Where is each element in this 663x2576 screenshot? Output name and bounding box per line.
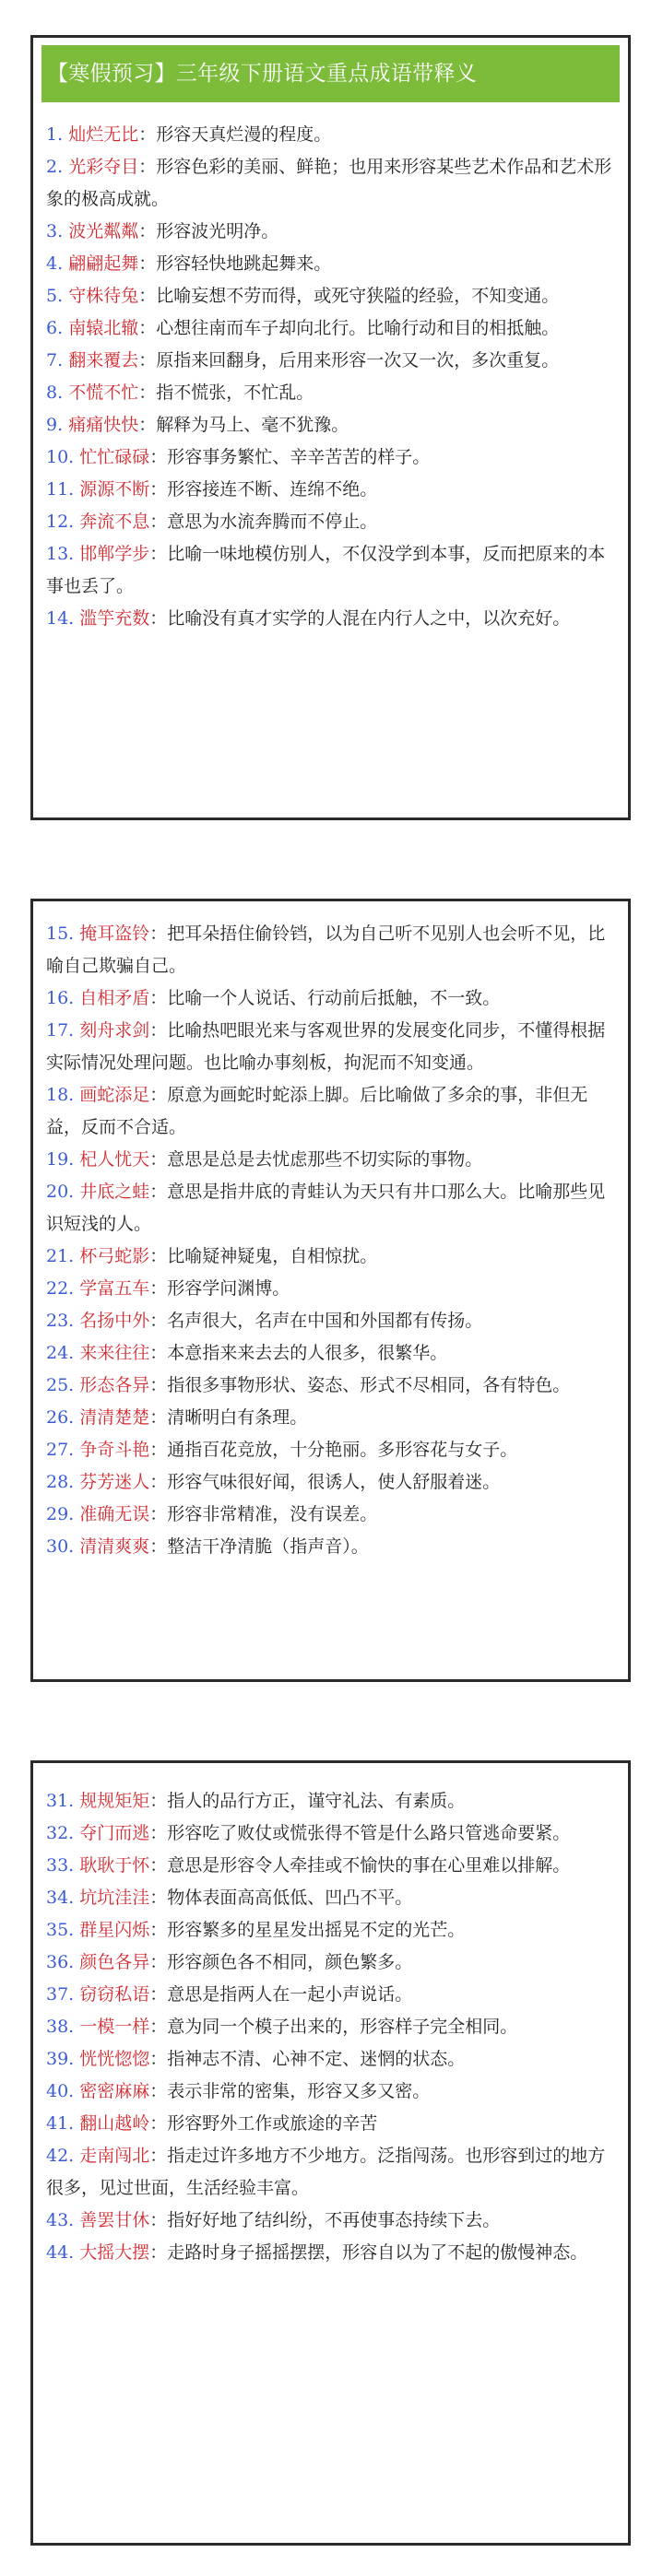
entry-number: 8. [46, 382, 64, 403]
idiom-definition: ：形容色彩的美丽、鲜艳；也用来形容某些艺术作品和艺术形象的极高成就。 [46, 157, 612, 209]
idiom-entry [46, 1914, 617, 1947]
idiom-entry [46, 248, 617, 280]
idiom-definition: ：指走过许多地方不少地方。泛指闯荡。也形容到过的地方很多，见过世面，生活经验丰富。 [46, 2146, 606, 2198]
idiom-term: 灿烂无比 [68, 124, 139, 145]
entry-number: 37. [46, 1984, 75, 2005]
idiom-entry [46, 1979, 617, 2011]
idiom-definition: ：走路时身子摇摇摆摆，形容自以为了不起的傲慢神态。 [149, 2242, 588, 2263]
idiom-term: 杯弓蛇影 [79, 1246, 150, 1266]
idiom-term: 颜色各异 [79, 1952, 150, 1972]
idiom-entry [46, 2140, 617, 2205]
entry-number: 41. [46, 2113, 75, 2134]
panel-3 [30, 1760, 631, 2546]
idiom-term: 不慌不忙 [68, 382, 139, 403]
idiom-definition: ：表示非常的密集，形容又多又密。 [149, 2081, 431, 2101]
idiom-term: 大摇大摆 [79, 2242, 150, 2263]
idiom-term: 一模一样 [79, 2017, 150, 2037]
idiom-entry [46, 1785, 617, 1817]
idiom-term: 来来往往 [79, 1343, 150, 1363]
idiom-entry [46, 441, 617, 474]
entry-number: 6. [46, 318, 64, 338]
entry-number: 42. [46, 2146, 75, 2166]
entry-number: 21. [46, 1246, 75, 1266]
idiom-entry [46, 1466, 617, 1499]
idiom-entry [46, 280, 617, 312]
idiom-entry [46, 1850, 617, 1882]
idiom-term: 翩翩起舞 [68, 253, 139, 274]
idiom-entry [46, 2076, 617, 2108]
idiom-entry [46, 982, 617, 1015]
idiom-definition: ：形容繁多的星星发出摇晃不定的光芒。 [149, 1920, 466, 1940]
idiom-definition: ：指很多事物形状、姿态、形式不尽相同，各有特色。 [149, 1375, 571, 1395]
idiom-term: 耿耿于怀 [79, 1855, 150, 1876]
entry-number: 4. [46, 253, 64, 274]
entry-number: 43. [46, 2210, 75, 2230]
idiom-entry [46, 1337, 617, 1370]
entry-number: 38. [46, 2017, 75, 2037]
entry-number: 10. [46, 447, 75, 467]
idiom-term: 滥竽充数 [79, 608, 150, 629]
idiom-term: 芬芳迷人 [79, 1472, 150, 1492]
idiom-term: 清清爽爽 [79, 1536, 150, 1557]
idiom-entry [46, 312, 617, 345]
idiom-entry [46, 119, 617, 151]
idiom-entry [46, 2043, 617, 2076]
idiom-term: 守株待兔 [68, 286, 139, 306]
idiom-definition: ：指人的品行方正，谨守礼法、有素质。 [149, 1791, 466, 1811]
idiom-definition: ：形容轻快地跳起舞来。 [138, 253, 332, 274]
entry-number: 1. [46, 124, 64, 145]
entry-number: 33. [46, 1855, 75, 1876]
idiom-list-3 [33, 1763, 628, 2269]
entry-number: 3. [46, 221, 64, 241]
entry-number: 22. [46, 1278, 75, 1299]
idiom-entry [46, 2237, 617, 2269]
idiom-definition: ：指神志不清、心神不定、迷惘的状态。 [149, 2049, 466, 2069]
idiom-entry [46, 1241, 617, 1273]
idiom-definition: ：比喻一味地模仿别人，不仅没学到本事，反而把原来的本事也丢了。 [46, 544, 606, 596]
idiom-entry [46, 1176, 617, 1241]
idiom-definition: ：比喻疑神疑鬼，自相惊扰。 [149, 1246, 378, 1266]
idiom-term: 善罢甘休 [79, 2210, 150, 2230]
idiom-definition: ：形容波光明净。 [138, 221, 279, 241]
idiom-entry [46, 506, 617, 538]
idiom-entry [46, 2108, 617, 2140]
entry-number: 36. [46, 1952, 75, 1972]
idiom-definition: ：把耳朵捂住偷铃铛，以为自己听不见别人也会听不见，比喻自己欺骗自己。 [46, 923, 606, 976]
idiom-entry [46, 1434, 617, 1466]
page-title: 【寒假预习】三年级下册语文重点成语带释义 [41, 45, 620, 102]
panel-1 [30, 35, 631, 820]
idiom-definition: ：比喻热吧眼光来与客观世界的发展变化同步，不懂得根据实际情况处理问题。也比喻办事刻板，拘泥而不知变通。 [46, 1020, 606, 1073]
idiom-term: 准确无误 [79, 1504, 150, 1524]
idiom-term: 恍恍惚惚 [79, 2049, 150, 2069]
idiom-definition: ：名声很大，名声在中国和外国都有传扬。 [149, 1311, 483, 1331]
idiom-list-1 [33, 102, 628, 635]
idiom-entry [46, 1079, 617, 1144]
entry-number: 12. [46, 512, 75, 532]
idiom-definition: ：比喻没有真才实学的人混在内行人之中，以次充好。 [149, 608, 571, 629]
entry-number: 18. [46, 1085, 75, 1105]
idiom-definition: ：原指来回翻身，后用来形容一次又一次，多次重复。 [138, 350, 560, 371]
idiom-definition: ：意思是总是去忧虑那些不切实际的事物。 [149, 1149, 483, 1170]
idiom-entry [46, 1144, 617, 1176]
entry-number: 44. [46, 2242, 75, 2263]
entry-number: 25. [46, 1375, 75, 1395]
entry-number: 28. [46, 1472, 75, 1492]
idiom-term: 形态各异 [79, 1375, 150, 1395]
idiom-definition: ：通指百花竞放，十分艳丽。多形容花与女子。 [149, 1440, 518, 1460]
idiom-definition: ：清晰明白有条理。 [149, 1407, 308, 1428]
idiom-definition: ：原意为画蛇时蛇添上脚。后比喻做了多余的事，非但无益，反而不合适。 [46, 1085, 588, 1137]
idiom-definition: ：形容颜色各不相同，颜色繁多。 [149, 1952, 413, 1972]
idiom-term: 掩耳盗铃 [79, 923, 150, 944]
idiom-term: 刻舟求剑 [79, 1020, 150, 1041]
idiom-entry [46, 1882, 617, 1914]
idiom-term: 邯郸学步 [79, 544, 150, 564]
entry-number: 35. [46, 1920, 75, 1940]
idiom-term: 南辕北辙 [68, 318, 139, 338]
idiom-term: 夺门而逃 [79, 1823, 150, 1843]
entry-number: 29. [46, 1504, 75, 1524]
idiom-term: 光彩夺目 [68, 157, 139, 177]
idiom-term: 争奇斗艳 [79, 1440, 150, 1460]
idiom-term: 走南闯北 [79, 2146, 150, 2166]
idiom-definition: ：意为同一个模子出来的，形容样子完全相同。 [149, 2017, 518, 2037]
entry-number: 19. [46, 1149, 75, 1170]
idiom-definition: ：物体表面高高低低、凹凸不平。 [149, 1888, 413, 1908]
idiom-term: 密密麻麻 [79, 2081, 150, 2101]
idiom-term: 窃窃私语 [79, 1984, 150, 2005]
idiom-entry [46, 377, 617, 409]
idiom-entry [46, 2205, 617, 2237]
entry-number: 11. [46, 479, 75, 500]
entry-number: 32. [46, 1823, 75, 1843]
entry-number: 39. [46, 2049, 75, 2069]
entry-number: 16. [46, 988, 75, 1008]
idiom-definition: ：指好好地了结纠纷，不再使事态持续下去。 [149, 2210, 501, 2230]
idiom-term: 坑坑洼洼 [79, 1888, 150, 1908]
idiom-entry [46, 345, 617, 377]
idiom-definition: ：解释为马上、毫不犹豫。 [138, 415, 349, 435]
idiom-term: 清清楚楚 [79, 1407, 150, 1428]
idiom-definition: ：意思是形容令人牵挂或不愉快的事在心里难以排解。 [149, 1855, 571, 1876]
idiom-term: 波光粼粼 [68, 221, 139, 241]
idiom-term: 画蛇添足 [79, 1085, 150, 1105]
idiom-entry [46, 474, 617, 506]
entry-number: 17. [46, 1020, 75, 1041]
idiom-definition: ：形容事务繁忙、辛辛苦苦的样子。 [149, 447, 431, 467]
idiom-entry [46, 151, 617, 216]
idiom-term: 名扬中外 [79, 1311, 150, 1331]
idiom-entry [46, 1370, 617, 1402]
idiom-entry [46, 1531, 617, 1563]
idiom-definition: ：形容野外工作或旅途的辛苦 [149, 2113, 378, 2134]
idiom-entry [46, 409, 617, 441]
idiom-entry [46, 918, 617, 982]
idiom-term: 翻来覆去 [68, 350, 139, 371]
idiom-list-2 [33, 901, 628, 1563]
idiom-definition: ：本意指来来去去的人很多，很繁华。 [149, 1343, 448, 1363]
idiom-term: 忙忙碌碌 [79, 447, 150, 467]
idiom-entry [46, 1305, 617, 1337]
idiom-term: 井底之蛙 [79, 1182, 150, 1202]
idiom-definition: ：意思是指两人在一起小声说话。 [149, 1984, 413, 2005]
idiom-definition: ：指不慌张，不忙乱。 [138, 382, 314, 403]
idiom-term: 杞人忧天 [79, 1149, 150, 1170]
idiom-entry [46, 603, 617, 635]
entry-number: 5. [46, 286, 64, 306]
entry-number: 30. [46, 1536, 75, 1557]
entry-number: 24. [46, 1343, 75, 1363]
idiom-definition: ：比喻妄想不劳而得，或死守狭隘的经验，不知变通。 [138, 286, 560, 306]
entry-number: 40. [46, 2081, 75, 2101]
idiom-entry [46, 1402, 617, 1434]
entry-number: 7. [46, 350, 64, 371]
entry-number: 14. [46, 608, 75, 629]
entry-number: 9. [46, 415, 64, 435]
idiom-term: 痛痛快快 [68, 415, 139, 435]
idiom-entry [46, 1015, 617, 1079]
entry-number: 2. [46, 157, 64, 177]
entry-number: 27. [46, 1440, 75, 1460]
idiom-term: 群星闪烁 [79, 1920, 150, 1940]
entry-number: 23. [46, 1311, 75, 1331]
idiom-definition: ：形容非常精准，没有误差。 [149, 1504, 378, 1524]
idiom-definition: ：形容接连不断、连绵不绝。 [149, 479, 378, 500]
entry-number: 26. [46, 1407, 75, 1428]
idiom-entry [46, 1273, 617, 1305]
idiom-term: 规规矩矩 [79, 1791, 150, 1811]
idiom-term: 源源不断 [79, 479, 150, 500]
idiom-entry [46, 2011, 617, 2043]
entry-number: 31. [46, 1791, 75, 1811]
entry-number: 34. [46, 1888, 75, 1908]
idiom-definition: ：形容学问渊博。 [149, 1278, 290, 1299]
idiom-term: 翻山越岭 [79, 2113, 150, 2134]
idiom-entry [46, 1947, 617, 1979]
idiom-term: 自相矛盾 [79, 988, 150, 1008]
idiom-entry [46, 1499, 617, 1531]
idiom-definition: ：意思是指井底的青蛙认为天只有井口那么大。比喻那些见识短浅的人。 [46, 1182, 606, 1234]
entry-number: 15. [46, 923, 75, 944]
idiom-term: 奔流不息 [79, 512, 150, 532]
idiom-term: 学富五车 [79, 1278, 150, 1299]
idiom-entry [46, 1817, 617, 1850]
entry-number: 13. [46, 544, 75, 564]
panel-2 [30, 899, 631, 1682]
idiom-entry [46, 216, 617, 248]
idiom-definition: ：意思为水流奔腾而不停止。 [149, 512, 378, 532]
idiom-definition: ：整洁干净清脆（指声音）。 [149, 1536, 369, 1557]
idiom-definition: ：形容天真烂漫的程度。 [138, 124, 332, 145]
idiom-entry [46, 538, 617, 603]
idiom-definition: ：心想往南而车子却向北行。比喻行动和目的相抵触。 [138, 318, 560, 338]
entry-number: 20. [46, 1182, 75, 1202]
idiom-definition: ：形容气味很好闻，很诱人，使人舒服着迷。 [149, 1472, 501, 1492]
idiom-definition: ：比喻一个人说话、行动前后抵触，不一致。 [149, 988, 501, 1008]
idiom-definition: ：形容吃了败仗或慌张得不管是什么路只管逃命要紧。 [149, 1823, 571, 1843]
